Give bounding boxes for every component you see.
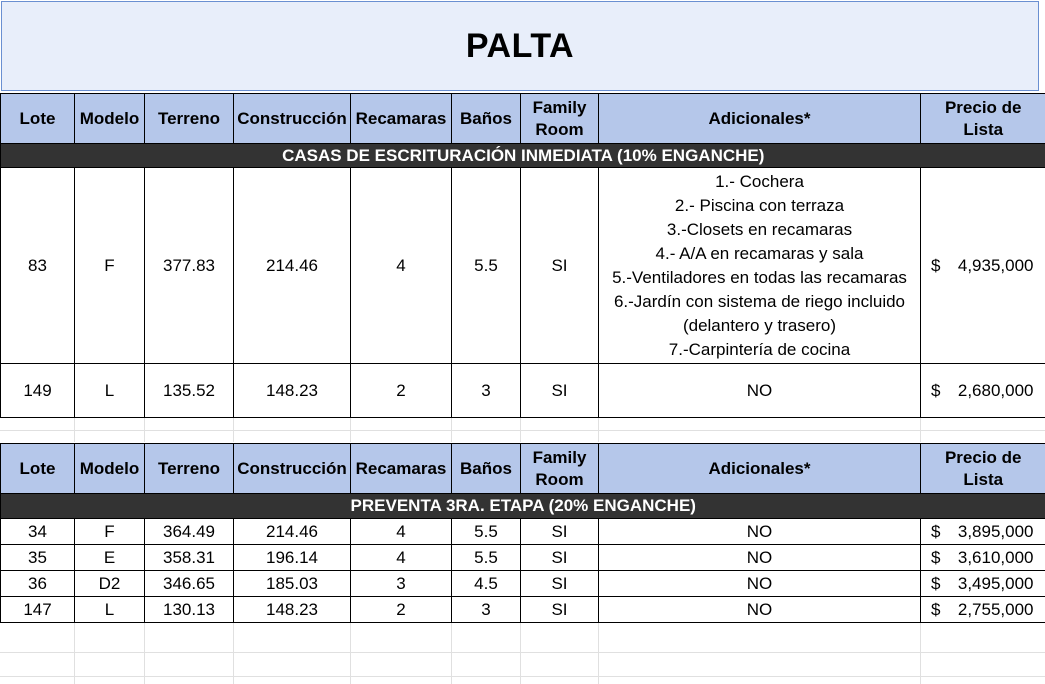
header-adicionales[interactable]: Adicionales* (599, 444, 921, 494)
adicional-item: 6.-Jardín con sistema de riego incluido (613, 291, 906, 311)
cell-recamaras[interactable]: 2 (351, 364, 452, 418)
currency-symbol: $ (931, 521, 941, 541)
cell-precio[interactable] (921, 168, 1045, 364)
header-recamaras[interactable]: Recamaras (351, 444, 452, 494)
currency-symbol: $ (931, 255, 941, 275)
adicional-item: 1.- Cochera (715, 171, 804, 191)
header-banos[interactable]: Baños (452, 94, 521, 144)
header-family-line2: Room (535, 469, 584, 489)
cell-family[interactable]: SI (521, 571, 599, 597)
cell-adicionales[interactable] (599, 168, 921, 364)
header-precio-line1: Precio de (944, 447, 1022, 467)
header-family-room[interactable] (521, 94, 599, 144)
cell-precio[interactable] (921, 519, 1045, 545)
cell-terreno[interactable]: 364.49 (145, 519, 234, 545)
cell-precio[interactable] (921, 545, 1045, 571)
header-lote[interactable]: Lote (1, 94, 75, 144)
header-family-line1: Family (532, 97, 587, 117)
price-value: 3,895,000 (957, 521, 1034, 541)
cell-banos[interactable]: 4.5 (452, 571, 521, 597)
header-terreno[interactable]: Terreno (145, 444, 234, 494)
cell-banos[interactable]: 3 (452, 364, 521, 418)
header-family-line1: Family (532, 447, 587, 467)
cell-lote[interactable]: 36 (1, 571, 75, 597)
adicional-item: (delantero y trasero) (682, 315, 837, 335)
header-terreno[interactable]: Terreno (145, 94, 234, 144)
cell-modelo[interactable]: L (75, 364, 145, 418)
cell-construccion[interactable]: 185.03 (234, 571, 351, 597)
cell-lote[interactable]: 149 (1, 364, 75, 418)
table-row (1, 571, 1045, 597)
header-row (1, 94, 1045, 144)
cell-terreno[interactable]: 135.52 (145, 364, 234, 418)
cell-construccion[interactable]: 148.23 (234, 597, 351, 623)
cell-adicionales[interactable]: NO (599, 571, 921, 597)
price-value: 3,610,000 (957, 547, 1034, 567)
price-value: 2,755,000 (957, 599, 1034, 619)
cell-recamaras[interactable]: 4 (351, 519, 452, 545)
header-modelo[interactable]: Modelo (75, 94, 145, 144)
currency-symbol: $ (931, 573, 941, 593)
currency-symbol: $ (931, 599, 941, 619)
cell-lote[interactable]: 83 (1, 168, 75, 364)
section-title[interactable]: CASAS DE ESCRITURACIÓN INMEDIATA (10% ENGANCHE) (1, 144, 1045, 168)
cell-recamaras[interactable]: 4 (351, 168, 452, 364)
table-row (1, 597, 1045, 623)
price-value: 2,680,000 (957, 380, 1034, 400)
header-banos[interactable]: Baños (452, 444, 521, 494)
table-row (1, 519, 1045, 545)
adicional-item: 7.-Carpintería de cocina (668, 339, 851, 359)
header-adicionales[interactable]: Adicionales* (599, 94, 921, 144)
adicional-item: 2.- Piscina con terraza (674, 195, 845, 215)
header-family-room[interactable] (521, 444, 599, 494)
header-construccion[interactable]: Construcción (234, 444, 351, 494)
cell-adicionales[interactable]: NO (599, 597, 921, 623)
cell-family[interactable]: SI (521, 545, 599, 571)
cell-terreno[interactable]: 377.83 (145, 168, 234, 364)
table-escrituracion (0, 93, 1045, 418)
cell-terreno[interactable]: 346.65 (145, 571, 234, 597)
adicional-item: 5.-Ventiladores en todas las recamaras (612, 267, 907, 287)
cell-family[interactable]: SI (521, 519, 599, 545)
header-precio[interactable] (921, 444, 1045, 494)
cell-recamaras[interactable]: 4 (351, 545, 452, 571)
cell-precio[interactable] (921, 597, 1045, 623)
cell-adicionales[interactable]: NO (599, 519, 921, 545)
cell-lote[interactable]: 35 (1, 545, 75, 571)
cell-terreno[interactable]: 358.31 (145, 545, 234, 571)
price-value: 4,935,000 (957, 255, 1034, 275)
cell-banos[interactable]: 5.5 (452, 519, 521, 545)
section-title[interactable]: PREVENTA 3RA. ETAPA (20% ENGANCHE) (1, 494, 1045, 519)
cell-modelo[interactable]: D2 (75, 571, 145, 597)
header-lote[interactable]: Lote (1, 444, 75, 494)
cell-banos[interactable]: 5.5 (452, 545, 521, 571)
cell-terreno[interactable]: 130.13 (145, 597, 234, 623)
header-precio[interactable] (921, 94, 1045, 144)
table-row (1, 545, 1045, 571)
cell-precio[interactable] (921, 571, 1045, 597)
header-recamaras[interactable]: Recamaras (351, 94, 452, 144)
cell-banos[interactable]: 5.5 (452, 168, 521, 364)
section-row (1, 494, 1045, 519)
price-value: 3,495,000 (957, 573, 1034, 593)
cell-family[interactable]: SI (521, 168, 599, 364)
currency-symbol: $ (931, 547, 941, 567)
cell-modelo[interactable]: E (75, 545, 145, 571)
cell-construccion[interactable]: 214.46 (234, 519, 351, 545)
cell-banos[interactable]: 3 (452, 597, 521, 623)
header-precio-line2: Lista (963, 469, 1004, 489)
cell-modelo[interactable]: F (75, 168, 145, 364)
table-row (1, 168, 1045, 364)
cell-lote[interactable]: 34 (1, 519, 75, 545)
adicional-item: 3.-Closets en recamaras (666, 219, 853, 239)
section-row (1, 144, 1045, 168)
cell-lote[interactable]: 147 (1, 597, 75, 623)
cell-construccion[interactable]: 196.14 (234, 545, 351, 571)
cell-modelo[interactable]: F (75, 519, 145, 545)
cell-modelo[interactable]: L (75, 597, 145, 623)
cell-adicionales[interactable]: NO (599, 545, 921, 571)
header-construccion[interactable]: Construcción (234, 94, 351, 144)
adicional-item: 4.- A/A en recamaras y sala (655, 243, 864, 263)
header-modelo[interactable]: Modelo (75, 444, 145, 494)
cell-recamaras[interactable]: 3 (351, 571, 452, 597)
table-preventa (0, 443, 1045, 623)
cell-family[interactable]: SI (521, 364, 599, 418)
cell-construccion[interactable]: 148.23 (234, 364, 351, 418)
header-family-line2: Room (535, 119, 584, 139)
sheet-title[interactable]: PALTA (1, 1, 1039, 91)
currency-symbol: $ (931, 380, 941, 400)
cell-family[interactable]: SI (521, 597, 599, 623)
cell-construccion[interactable]: 214.46 (234, 168, 351, 364)
cell-recamaras[interactable]: 2 (351, 597, 452, 623)
cell-adicionales[interactable]: NO (599, 364, 921, 418)
table-row (1, 364, 1045, 418)
cell-precio[interactable] (921, 364, 1045, 418)
header-precio-line1: Precio de (944, 97, 1022, 117)
header-precio-line2: Lista (963, 119, 1004, 139)
header-row (1, 444, 1045, 494)
